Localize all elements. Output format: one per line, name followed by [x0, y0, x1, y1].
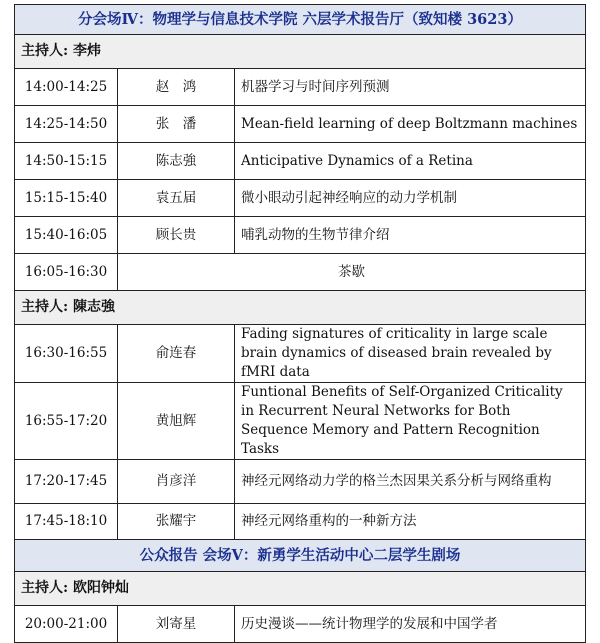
- break-label: 茶歇: [118, 254, 586, 291]
- time-slot: 16:30-16:55: [15, 325, 118, 383]
- talk-title: Fading signatures of criticality in large scale brain dynamics of diseased brain revealed by fMRI data: [235, 325, 586, 383]
- time-slot: 16:55-17:20: [15, 383, 118, 460]
- time-slot: 20:00-21:00: [15, 606, 118, 643]
- time-slot: 17:45-18:10: [15, 504, 118, 540]
- time-slot: 15:40-16:05: [15, 217, 118, 254]
- talk-title: 机器学习与时间序列预测: [235, 69, 586, 106]
- time-slot: 14:25-14:50: [15, 106, 118, 143]
- table-row: [15, 143, 586, 180]
- speaker-name: 黄旭辉: [118, 383, 235, 460]
- session-host: 主持人: 李炜: [15, 35, 586, 69]
- table-row: [15, 69, 586, 106]
- speaker-name: 顾长贵: [118, 217, 235, 254]
- time-slot: 14:00-14:25: [15, 69, 118, 106]
- table-row: [15, 217, 586, 254]
- speaker-name: 赵 鸿: [118, 69, 235, 106]
- session-5-title: 公众报告 会场Ⅴ：新勇学生活动中心二层学生剧场: [15, 540, 586, 572]
- table-row: [15, 504, 586, 540]
- time-slot: 16:05-16:30: [15, 254, 118, 291]
- time-slot: 17:20-17:45: [15, 460, 118, 504]
- speaker-name: 陈志強: [118, 143, 235, 180]
- session-host: 主持人: 陳志強: [15, 291, 586, 325]
- speaker-name: 刘寄星: [118, 606, 235, 643]
- break-row: [15, 254, 586, 291]
- talk-title: Anticipative Dynamics of a Retina: [235, 143, 586, 180]
- time-slot: 14:50-15:15: [15, 143, 118, 180]
- table-row: [15, 383, 586, 460]
- speaker-name: 肖彦洋: [118, 460, 235, 504]
- schedule-table: [14, 4, 586, 643]
- talk-title: 哺乳动物的生物节律介绍: [235, 217, 586, 254]
- speaker-name: 俞连春: [118, 325, 235, 383]
- talk-title: Funtional Benefits of Self-Organized Criticality in Recurrent Neural Networks for Both Sequence Memory and Pattern Recognition Tasks: [235, 383, 586, 460]
- session-host: 主持人: 欧阳钟灿: [15, 572, 586, 606]
- speaker-name: 张 潘: [118, 106, 235, 143]
- talk-title: 神经元网络重构的一种新方法: [235, 504, 586, 540]
- time-slot: 15:15-15:40: [15, 180, 118, 217]
- table-row: [15, 180, 586, 217]
- talk-title: Mean-field learning of deep Boltzmann machines: [235, 106, 586, 143]
- talk-title: 微小眼动引起神经响应的动力学机制: [235, 180, 586, 217]
- talk-title: 神经元网络动力学的格兰杰因果关系分析与网络重构: [235, 460, 586, 504]
- table-row: [15, 460, 586, 504]
- talk-title: 历史漫谈——统计物理学的发展和中国学者: [235, 606, 586, 643]
- table-row: [15, 106, 586, 143]
- table-row: [15, 325, 586, 383]
- speaker-name: 袁五届: [118, 180, 235, 217]
- speaker-name: 张耀宇: [118, 504, 235, 540]
- session-4-title: 分会场Ⅳ：物理学与信息技术学院 六层学术报告厅（致知楼 3623）: [15, 5, 586, 35]
- table-row: [15, 606, 586, 643]
